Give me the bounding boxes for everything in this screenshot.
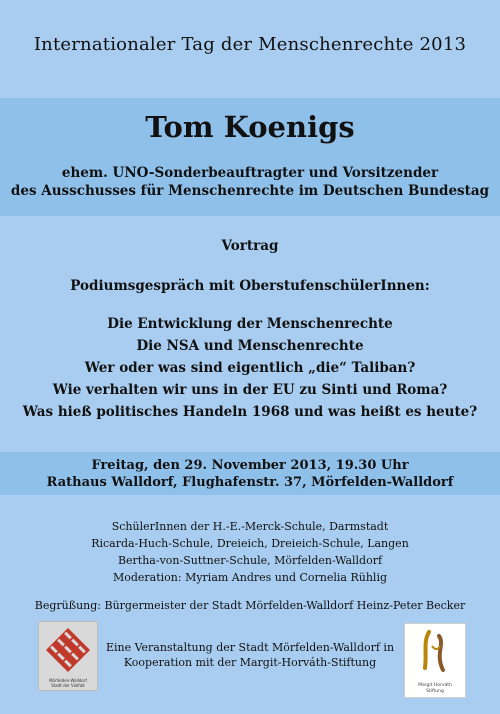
vortrag-label: Vortrag: [221, 238, 279, 254]
participant-line: Bertha-von-Suttner-Schule, Mörfelden-Walldorf: [117, 554, 383, 567]
podium-heading: Podiumsgespräch mit OberstufenschülerInnen:: [70, 278, 430, 294]
city-logo-text: [39, 678, 97, 688]
event-details: [0, 457, 500, 491]
topic-item: Wie verhalten wir uns in der EU zu Sinti und Roma?: [52, 382, 448, 398]
event-date-time: Freitag, den 29. November 2013, 19.30 Uhr: [91, 458, 409, 473]
margit-horvath-stiftung-logo: [404, 623, 466, 698]
foundation-logo-text: [405, 683, 465, 695]
topic-list: [0, 313, 500, 423]
organizer-line2: Kooperation mit der Margit-Horváth-Stiftung: [123, 656, 377, 669]
participant-line: Ricarda-Huch-Schule, Dreieich, Dreieich-Schule, Langen: [91, 537, 409, 550]
topic-item: Die Entwicklung der Menschenrechte: [107, 316, 393, 332]
city-logo-tagline: Stadt der Vielfalt: [51, 683, 85, 688]
speaker-name: Tom Koenigs: [145, 110, 355, 144]
topic-item: Die NSA und Menschenrechte: [136, 338, 364, 354]
event-title: Internationaler Tag der Menschenrechte 2013: [33, 34, 467, 55]
foundation-logo-tagline: Stiftung: [426, 689, 444, 694]
foundation-emblem-icon: [405, 624, 465, 680]
topic-item: Was hieß politisches Handeln 1968 und was heißt es heute?: [22, 404, 478, 420]
city-logo-name: Mörfelden-Walldorf: [49, 678, 87, 683]
speaker-role-line2: des Ausschusses für Menschenrechte im Deutschen Bundestag: [10, 183, 490, 199]
speaker-role-line1: ehem. UNO-Sonderbeauftragter und Vorsitzender: [61, 165, 439, 181]
topic-item: Wer oder was sind eigentlich „die“ Taliban?: [84, 360, 416, 376]
greeting-text: Begrüßung: Bürgermeister der Stadt Mörfelden-Walldorf Heinz-Peter Becker: [34, 599, 466, 612]
participants-list: [0, 518, 500, 586]
foundation-logo-name: Margit Horváth: [418, 683, 452, 688]
speaker-role: [0, 164, 500, 200]
participant-line: SchülerInnen der H.-E.-Merck-Schule, Darmstadt: [111, 520, 389, 533]
event-location: Rathaus Walldorf, Flughafenstr. 37, Mörfelden-Walldorf: [46, 475, 454, 490]
organizer-line1: Eine Veranstaltung der Stadt Mörfelden-Walldorf in: [105, 641, 395, 654]
participant-line: Moderation: Myriam Andres und Cornelia Rühlig: [112, 571, 388, 584]
